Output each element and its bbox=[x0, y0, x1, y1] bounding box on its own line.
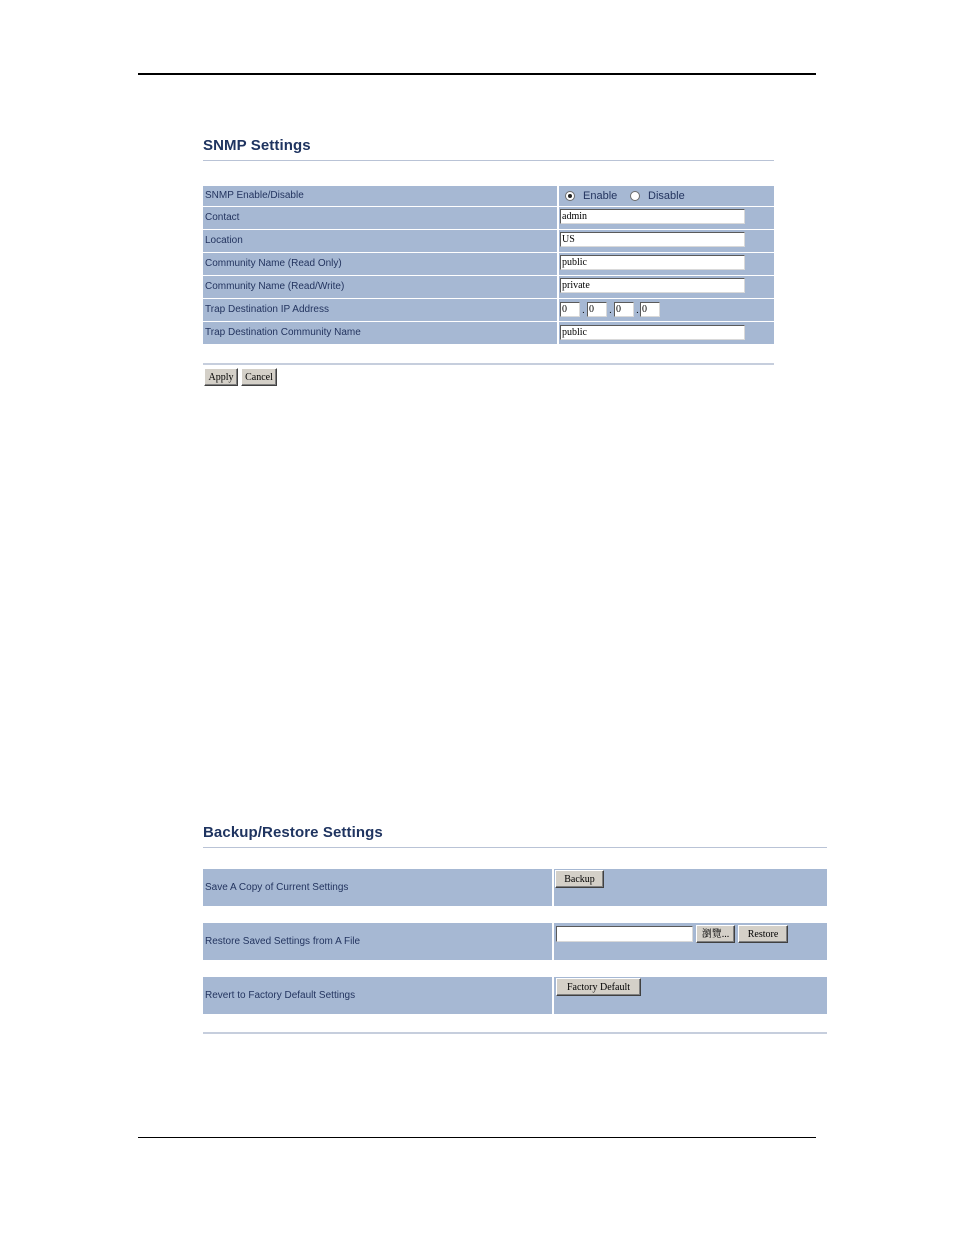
snmp-settings-title: SNMP Settings bbox=[203, 137, 311, 154]
backup-button[interactable]: Backup bbox=[555, 870, 604, 888]
snmp-end-line bbox=[203, 363, 774, 365]
community-read-write-input[interactable] bbox=[560, 278, 745, 293]
restore-file-row bbox=[203, 923, 827, 960]
backup-title-line bbox=[203, 847, 827, 848]
trap-ip-octet-1[interactable] bbox=[560, 302, 580, 317]
location-row bbox=[203, 230, 774, 252]
page-header-rule bbox=[138, 73, 816, 75]
snmp-enable-label: SNMP Enable/Disable bbox=[205, 190, 304, 201]
contact-input[interactable] bbox=[560, 209, 745, 224]
trap-community-row bbox=[203, 322, 774, 344]
browse-button[interactable]: 瀏覽... bbox=[696, 925, 735, 943]
trap-ip-octet-3[interactable] bbox=[614, 302, 634, 317]
snmp-title-line bbox=[203, 160, 774, 161]
restore-file-input[interactable] bbox=[556, 926, 693, 942]
community-read-only-label: Community Name (Read Only) bbox=[205, 258, 342, 269]
trap-ip-octet-2[interactable] bbox=[587, 302, 607, 317]
factory-default-row bbox=[203, 977, 827, 1014]
factory-default-button[interactable]: Factory Default bbox=[556, 978, 641, 996]
community-read-only-row bbox=[203, 253, 774, 275]
snmp-enable-row bbox=[203, 186, 774, 206]
trap-ip-row: Trap Destination IP Address 0 . 0 . 0 . 0 bbox=[203, 299, 774, 321]
trap-community-label: Trap Destination Community Name bbox=[205, 327, 361, 338]
trap-ip-label: Trap Destination IP Address bbox=[205, 304, 329, 315]
location-label: Location bbox=[205, 235, 243, 246]
community-read-only-input[interactable] bbox=[560, 255, 745, 270]
restore-file-label: Restore Saved Settings from A File bbox=[205, 936, 361, 947]
backup-end-line bbox=[203, 1032, 827, 1034]
disable-radio[interactable] bbox=[630, 191, 640, 201]
trap-ip-octet-4[interactable] bbox=[640, 302, 660, 317]
cancel-button[interactable]: Cancel bbox=[241, 368, 277, 386]
apply-button[interactable]: Apply bbox=[204, 368, 238, 386]
backup-restore-title: Backup/Restore Settings bbox=[203, 824, 383, 841]
contact-row bbox=[203, 207, 774, 229]
trap-community-input[interactable] bbox=[560, 325, 745, 340]
factory-default-label: Revert to Factory Default Settings bbox=[205, 990, 356, 1001]
contact-label: Contact bbox=[205, 212, 240, 223]
restore-button[interactable]: Restore bbox=[738, 925, 788, 943]
community-read-write-row bbox=[203, 276, 774, 298]
enable-radio-label: Enable bbox=[583, 190, 618, 202]
enable-radio[interactable] bbox=[565, 191, 575, 201]
page-footer-rule bbox=[138, 1137, 816, 1138]
location-input[interactable] bbox=[560, 232, 745, 247]
save-copy-label: Save A Copy of Current Settings bbox=[205, 882, 349, 893]
disable-radio-label: Disable bbox=[648, 190, 685, 202]
save-copy-row bbox=[203, 869, 827, 906]
community-read-write-label: Community Name (Read/Write) bbox=[205, 281, 345, 292]
